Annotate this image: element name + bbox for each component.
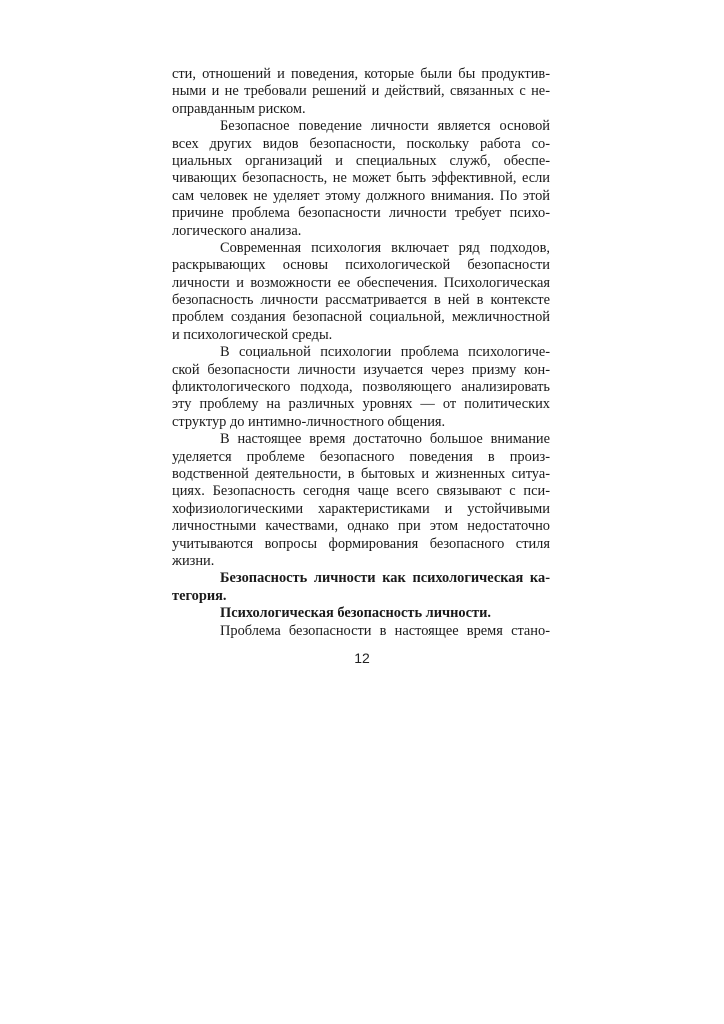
paragraph <box>172 240 550 344</box>
paragraph <box>172 118 550 240</box>
heading-line: Психологическая безопасность личности. <box>220 605 491 622</box>
document-page <box>172 66 550 640</box>
text-line: структур до интимно-личностного общения. <box>172 413 446 430</box>
text-line: оправданным риском. <box>172 100 306 117</box>
text-line: учитываются вопросы формирования безопасного стиля <box>172 535 550 552</box>
text-line: ными и не требовали решений и действий, связанных с не- <box>172 83 550 100</box>
text-line: водственной деятельности, в бытовых и жизненных ситуа- <box>172 465 550 482</box>
text-line: личности и возможности ее обеспечения. Психологическая <box>172 274 550 291</box>
text-line: ской безопасности личности изучается через призму кон- <box>172 361 550 378</box>
text-line: хофизиологическими характеристиками и устойчивыми <box>172 500 550 517</box>
text-line: В настоящее время достаточно большое внимание <box>220 431 550 448</box>
paragraph <box>172 66 550 118</box>
text-line: безопасность личности рассматривается в ней в контексте <box>172 292 550 309</box>
heading-line: Безопасность личности как психологическая ка- <box>220 570 550 587</box>
text-line: жизни. <box>172 552 215 569</box>
subsection-heading <box>172 605 550 622</box>
text-line: всех других видов безопасности, поскольку работа со- <box>172 135 550 152</box>
text-line: Безопасное поведение личности является основой <box>220 118 550 135</box>
page-number: 12 <box>354 650 370 666</box>
paragraph <box>172 623 550 640</box>
text-line: циях. Безопасность сегодня чаще всего связывают с пси- <box>172 483 550 500</box>
text-line: циальных организаций и специальных служб, обеспе- <box>172 152 550 169</box>
text-line: В социальной психологии проблема психологиче- <box>220 344 550 361</box>
text-line: причине проблема безопасности личности требует психо- <box>172 205 550 222</box>
text-line: эту проблему на различных уровнях — от политических <box>172 396 550 413</box>
section-heading <box>172 570 550 605</box>
text-line: проблем создания безопасной социальной, межличностной <box>172 309 550 326</box>
text-line: раскрывающих основы психологической безопасности <box>172 257 550 274</box>
text-line: и психологической среды. <box>172 326 333 343</box>
text-line: Современная психология включает ряд подходов, <box>220 239 550 256</box>
text-line: сам человек не уделяет этому должного внимания. По этой <box>172 187 550 204</box>
text-line: сти, отношений и поведения, которые были бы продуктив- <box>172 66 550 82</box>
paragraph <box>172 344 550 431</box>
text-line: личностными качествами, однако при этом недостаточно <box>172 518 550 535</box>
paragraph <box>172 431 550 570</box>
heading-line: тегория. <box>172 587 227 604</box>
text-line: уделяется проблеме безопасного поведения в произ- <box>172 448 550 465</box>
text-line: чивающих безопасность, не может быть эффективной, если <box>172 170 550 187</box>
text-line: логического анализа. <box>172 222 302 239</box>
text-line: фликтологического подхода, позволяющего анализировать <box>172 379 550 396</box>
text-line: Проблема безопасности в настоящее время стано- <box>220 622 550 639</box>
